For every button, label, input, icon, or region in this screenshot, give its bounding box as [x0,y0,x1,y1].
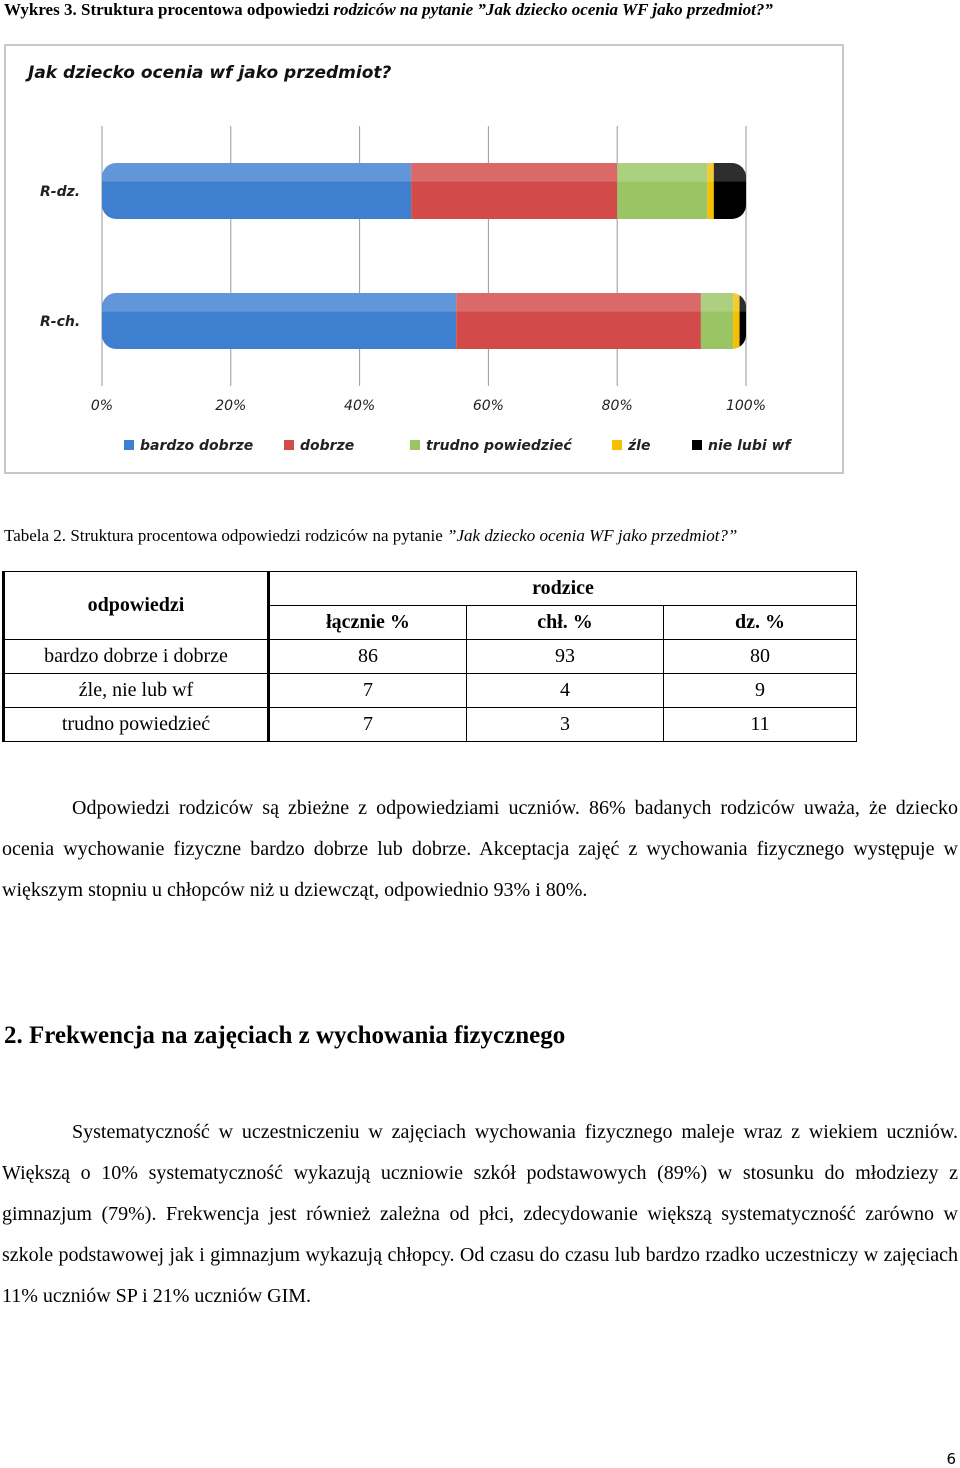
row-label: bardzo dobrze i dobrze [4,640,269,674]
legend-swatch [124,440,134,450]
table-caption-text: Struktura procentowa odpowiedzi rodziców na pytanie [70,526,448,545]
table-caption-prefix: Tabela 2. [4,526,71,545]
figure-caption-text: Struktura procentowa odpowiedzi [80,0,334,19]
legend-label: trudno powiedzieć [426,438,572,454]
bar-group [102,293,746,349]
figure-caption-prefix: Wykres 3. [4,0,81,19]
table-row [4,674,857,708]
category-label: R-dz. [40,184,81,200]
results-table [2,571,857,742]
legend-swatch [284,440,294,450]
chart-title: Jak dziecko ocenia wf jako przedmiot? [28,63,392,83]
paragraph-attendance: Systematyczność w uczestniczeniu w zajęciach wychowania fizycznego maleje wraz z wiekiem uczniów. Większą o 10% systematyczność wykazują uczniowie szkół podstawowych (89%) w stosunku do młodziezy z gimnazjum (79%). Frekwencja jest również zależna od płci, zdecydowanie większą systematyczność zarówno w szkole podstawowej jak i gimnazjum wykazują chłopcy. Od czasu do czasu lub bardzo rzadko uczestniczy w zajęciach 11% uczniów SP i 21% uczniów GIM. [2,1121,958,1307]
paragraph-parents-answers: Odpowiedzi rodziców są zbieżne z odpowiedziami uczniów. 86% badanych rodziców uważa, że dziecko ocenia wychowanie fizyczne bardzo dobrze lub dobrze. Akceptacja zajęć z wychowania fizycznego występuje w większym stopniu u chłopców niż u dziewcząt, odpowiednio 93% i 80%. [2,797,958,901]
table-cell: 3 [467,708,664,742]
table-caption [4,526,737,546]
legend-swatch [612,440,622,450]
x-tick-label: 20% [215,398,247,414]
section-heading: 2. Frekwencja na zajęciach z wychowania fizycznego [4,1022,566,1049]
legend-label: dobrze [300,438,355,454]
parents-group-header: rodzice [269,572,857,606]
table-caption-italic: ”Jak dziecko ocenia WF jako przedmiot?” [447,526,738,545]
column-header-total: łącznie % [269,606,467,640]
figure-caption [4,0,773,20]
x-tick-label: 40% [344,398,376,414]
answers-column-header: odpowiedzi [4,572,269,640]
x-tick-label: 80% [601,398,633,414]
column-header-boys: chł. % [467,606,664,640]
table-cell: 9 [664,674,857,708]
legend-label: bardzo dobrze [140,438,254,454]
legend-label: nie lubi wf [708,438,791,454]
column-header-girls: dz. % [664,606,857,640]
table-header-row [4,572,857,606]
table-cell: 11 [664,708,857,742]
table-row [4,640,857,674]
chart-canvas [6,46,842,472]
page-number: 6 [946,1450,956,1468]
row-label: źle, nie lub wf [4,674,269,708]
figure-caption-italic: rodziców na pytanie ”Jak dziecko ocenia WF jako przedmiot?” [333,0,773,19]
x-tick-label: 60% [472,398,504,414]
table-cell: 7 [269,674,467,708]
row-label: trudno powiedzieć [4,708,269,742]
legend-label: źle [628,438,651,454]
table-cell: 86 [269,640,467,674]
table-cell: 80 [664,640,857,674]
category-label: R-ch. [40,314,81,330]
legend-swatch [410,440,420,450]
table-cell: 7 [269,708,467,742]
stacked-bar-chart [4,44,844,474]
legend-swatch [692,440,702,450]
bar-highlight [102,163,746,182]
x-tick-label: 0% [90,398,114,414]
x-tick-label: 100% [725,398,767,414]
table-cell: 93 [467,640,664,674]
table-cell: 4 [467,674,664,708]
bar-highlight [102,293,746,312]
bar-group [102,163,746,219]
table-row [4,708,857,742]
